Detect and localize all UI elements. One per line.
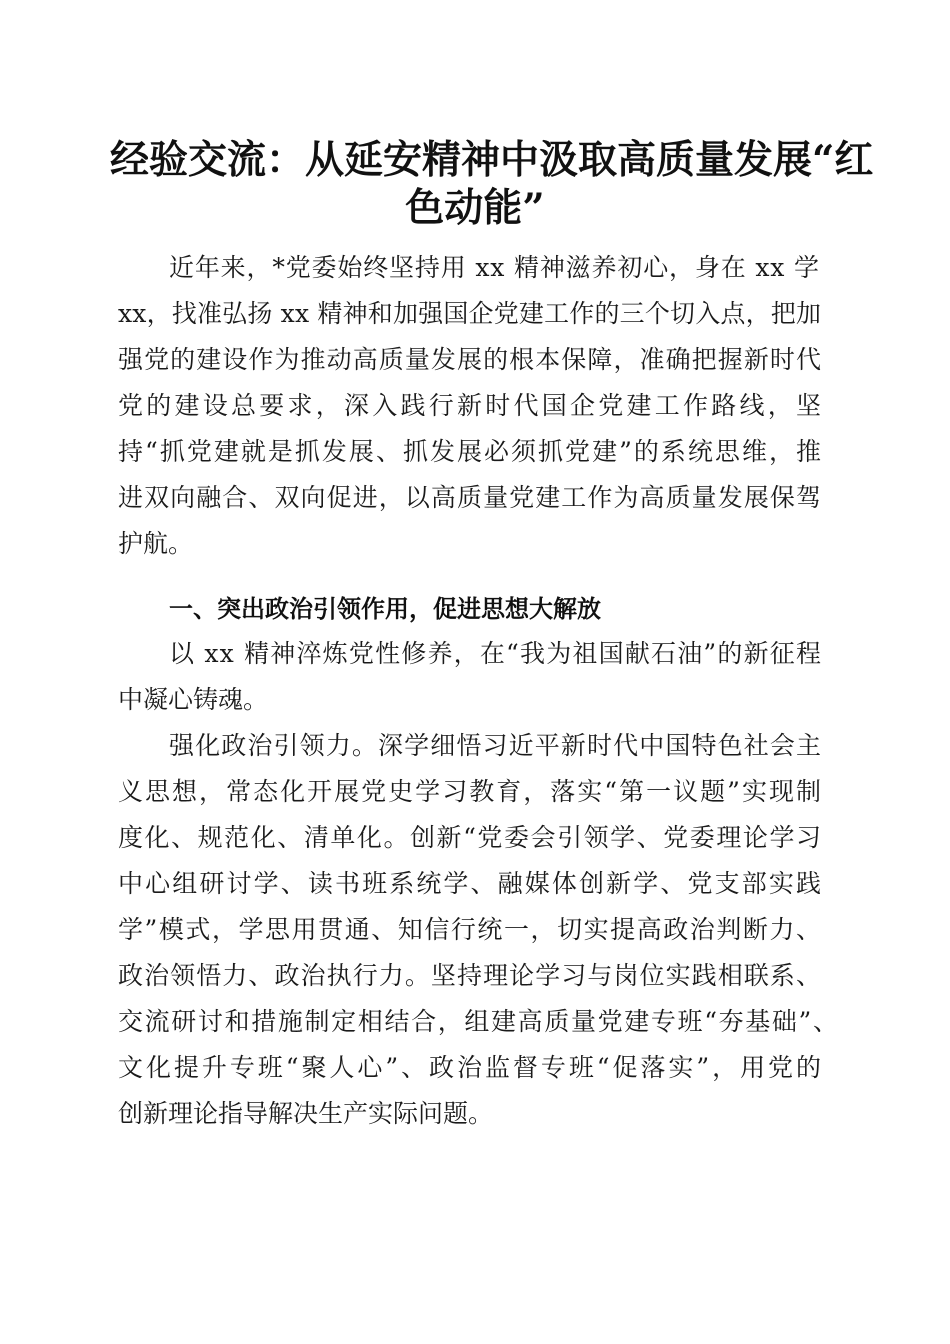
text-line: 进双向融合、双向促进，以高质量党建工作为高质量发展保驾 — [118, 483, 823, 512]
section-heading: 一、突出政治引领作用，促进思想大解放 — [169, 595, 601, 623]
text-line: 以 xx 精神淬炼党性修养，在“我为祖国献石油”的新征程 — [169, 639, 823, 668]
document-title — [110, 136, 874, 232]
text-line: 党的建设总要求，深入践行新时代国企党建工作路线，坚 — [118, 391, 825, 420]
text-line: 义思想，常态化开展党史学习教育，落实“第一议题”实现制 — [118, 777, 824, 806]
text-line: xx，找准弘扬 xx 精神和加强国企党建工作的三个切入点，把加 — [118, 299, 822, 328]
text-line: 强党的建设作为推动高质量发展的根本保障，准确把握新时代 — [118, 345, 823, 374]
text-line: 学”模式，学思用贯通、知信行统一，切实提高政治判断力、 — [118, 915, 823, 944]
text-line: 中心组研讨学、读书班系统学、融媒体创新学、党支部实践 — [118, 869, 824, 898]
text-line: 创新理论指导解决生产实际问题。 — [118, 1099, 494, 1128]
text-line: 持“抓党建就是抓发展、抓发展必须抓党建”的系统思维，推 — [118, 437, 824, 466]
text-line: 近年来，*党委始终坚持用 xx 精神滋养初心，身在 xx 学 — [169, 253, 820, 282]
text-line: 政治领悟力、政治执行力。坚持理论学习与岗位实践相联系、 — [118, 961, 823, 990]
title-line-1: 经验交流：从延安精神中汲取高质量发展“红 — [110, 137, 874, 183]
text-line: 强化政治引领力。深学细悟习近平新时代中国特色社会主 — [169, 731, 823, 760]
text-line: 文化提升专班“聚人心”、政治监督专班“促落实”，用党的 — [118, 1053, 824, 1082]
title-line-2: 色动能” — [405, 185, 545, 231]
text-line: 护航。 — [118, 529, 194, 558]
text-line: 中凝心铸魂。 — [118, 685, 269, 714]
text-line: 交流研讨和措施制定相结合，组建高质量党建专班“夯基础”、 — [118, 1007, 840, 1036]
text-line: 度化、规范化、清单化。创新“党委会引领学、党委理论学习 — [118, 823, 823, 852]
